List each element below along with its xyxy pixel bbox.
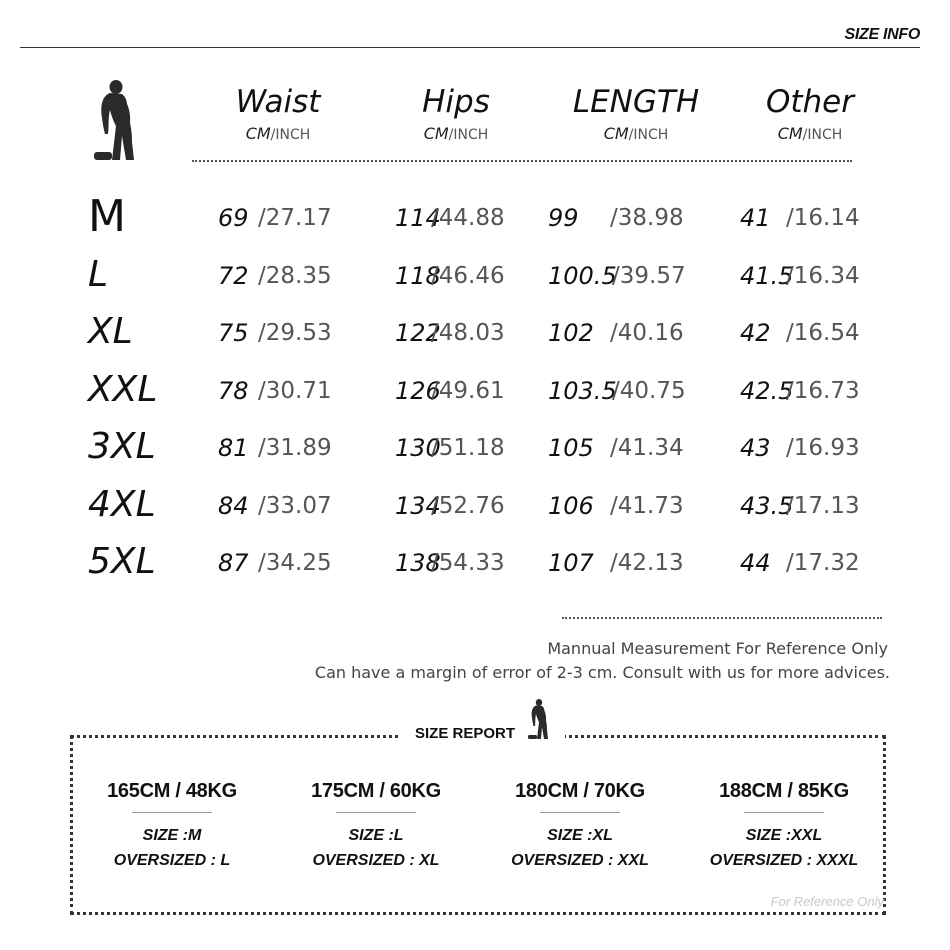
size-report-item [684,778,884,873]
length-inch: /39.57 [612,263,686,289]
other-cm: 42 [740,319,771,347]
column-title: Hips [422,84,490,120]
hips-cm: 122 [395,319,441,347]
waist-cm: 69 [218,204,249,232]
hips-inch: /48.03 [431,320,505,346]
table-row [0,365,950,415]
measurement-note: Mannual Measurement For Reference Only [547,639,888,658]
size-report-title: SIZE REPORT [415,725,516,742]
hips-cm: 130 [395,434,441,462]
column-title: Other [765,84,855,120]
column-header-other [730,82,890,145]
table-row [0,422,950,472]
recommended-size: SIZE :L [348,827,404,844]
size-report-item [276,778,476,873]
length-inch: /40.75 [612,378,686,404]
length-cm: 99 [548,204,579,232]
other-cm: 42.5 [740,377,794,405]
hips-inch: /54.33 [431,550,505,576]
size-label: M [88,191,126,242]
length-inch: /38.98 [610,205,684,231]
waist-inch: /33.07 [258,493,332,519]
recommended-size: SIZE :M [142,827,202,844]
size-report-header [400,694,565,748]
hips-cm: 114 [395,204,441,232]
size-label: L [88,254,109,295]
size-info-title: SIZE INFO [844,26,920,43]
oversized-size: OVERSIZED : L [113,852,231,869]
hips-cm: 126 [395,377,441,405]
length-cm: 105 [548,434,594,462]
other-cm: 41.5 [740,262,794,290]
waist-inch: /31.89 [258,435,332,461]
hips-cm: 138 [395,549,441,577]
column-header-waist [198,82,358,145]
body-stats: 165CM / 48KG [107,780,237,802]
size-label: 4XL [88,484,156,525]
header-dotted-divider [192,160,852,162]
waist-inch: /27.17 [258,205,332,231]
body-stats: 180CM / 70KG [515,780,645,802]
walking-ape-silhouette-icon [92,78,140,162]
waist-cm: 84 [218,492,249,520]
waist-cm: 78 [218,377,249,405]
body-stats: 175CM / 60KG [311,780,441,802]
column-unit: CM/INCH [245,124,311,143]
column-header-hips [376,82,536,145]
other-inch: /16.93 [786,435,860,461]
size-label: XL [88,311,133,352]
other-cm: 44 [740,549,771,577]
waist-cm: 81 [218,434,249,462]
size-label: XXL [88,369,158,410]
other-inch: /17.13 [786,493,860,519]
table-row [0,480,950,530]
waist-cm: 72 [218,262,249,290]
walking-ape-silhouette-icon [527,696,551,742]
hips-inch: /49.61 [431,378,505,404]
length-cm: 103.5 [548,377,617,405]
margin-of-error-note: Can have a margin of error of 2-3 cm. Consult with us for more advices. [314,663,890,682]
header-divider [20,47,920,48]
body-stats: 188CM / 85KG [719,780,849,802]
other-cm: 43.5 [740,492,794,520]
length-cm: 102 [548,319,594,347]
hips-inch: /52.76 [431,493,505,519]
waist-inch: /28.35 [258,263,332,289]
column-title: LENGTH [572,84,700,120]
size-report-item [72,778,272,873]
length-inch: /41.34 [610,435,684,461]
size-label: 5XL [88,541,156,582]
waist-inch: /30.71 [258,378,332,404]
other-inch: /16.73 [786,378,860,404]
other-inch: /16.34 [786,263,860,289]
column-unit: CM/INCH [603,124,669,143]
hips-inch: /51.18 [431,435,505,461]
table-row [0,250,950,300]
waist-inch: /29.53 [258,320,332,346]
hips-cm: 134 [395,492,441,520]
reference-footnote: For Reference Only [770,894,884,909]
oversized-size: OVERSIZED : XL [312,852,440,869]
column-header-length [556,82,716,145]
column-unit: CM/INCH [777,124,843,143]
stats-divider [132,812,212,813]
length-inch: /42.13 [610,550,684,576]
waist-cm: 87 [218,549,249,577]
column-unit: CM/INCH [423,124,489,143]
other-inch: /16.54 [786,320,860,346]
length-cm: 107 [548,549,594,577]
other-inch: /17.32 [786,550,860,576]
stats-divider [540,812,620,813]
hips-cm: 118 [395,262,441,290]
length-cm: 106 [548,492,594,520]
oversized-size: OVERSIZED : XXXL [709,852,859,869]
oversized-size: OVERSIZED : XXL [511,852,649,869]
hips-inch: /44.88 [431,205,505,231]
table-row [0,537,950,587]
stats-divider [744,812,824,813]
size-label: 3XL [88,426,156,467]
stats-divider [336,812,416,813]
waist-cm: 75 [218,319,249,347]
recommended-size: SIZE :XXL [745,827,823,844]
other-cm: 41 [740,204,771,232]
column-title: Waist [235,84,321,120]
size-report-item [480,778,680,873]
length-inch: /40.16 [610,320,684,346]
hips-inch: /46.46 [431,263,505,289]
recommended-size: SIZE :XL [547,827,613,844]
waist-inch: /34.25 [258,550,332,576]
other-cm: 43 [740,434,771,462]
notes-dotted-divider [562,617,882,619]
table-row [0,307,950,357]
length-inch: /41.73 [610,493,684,519]
length-cm: 100.5 [548,262,617,290]
table-row [0,192,950,242]
other-inch: /16.14 [786,205,860,231]
